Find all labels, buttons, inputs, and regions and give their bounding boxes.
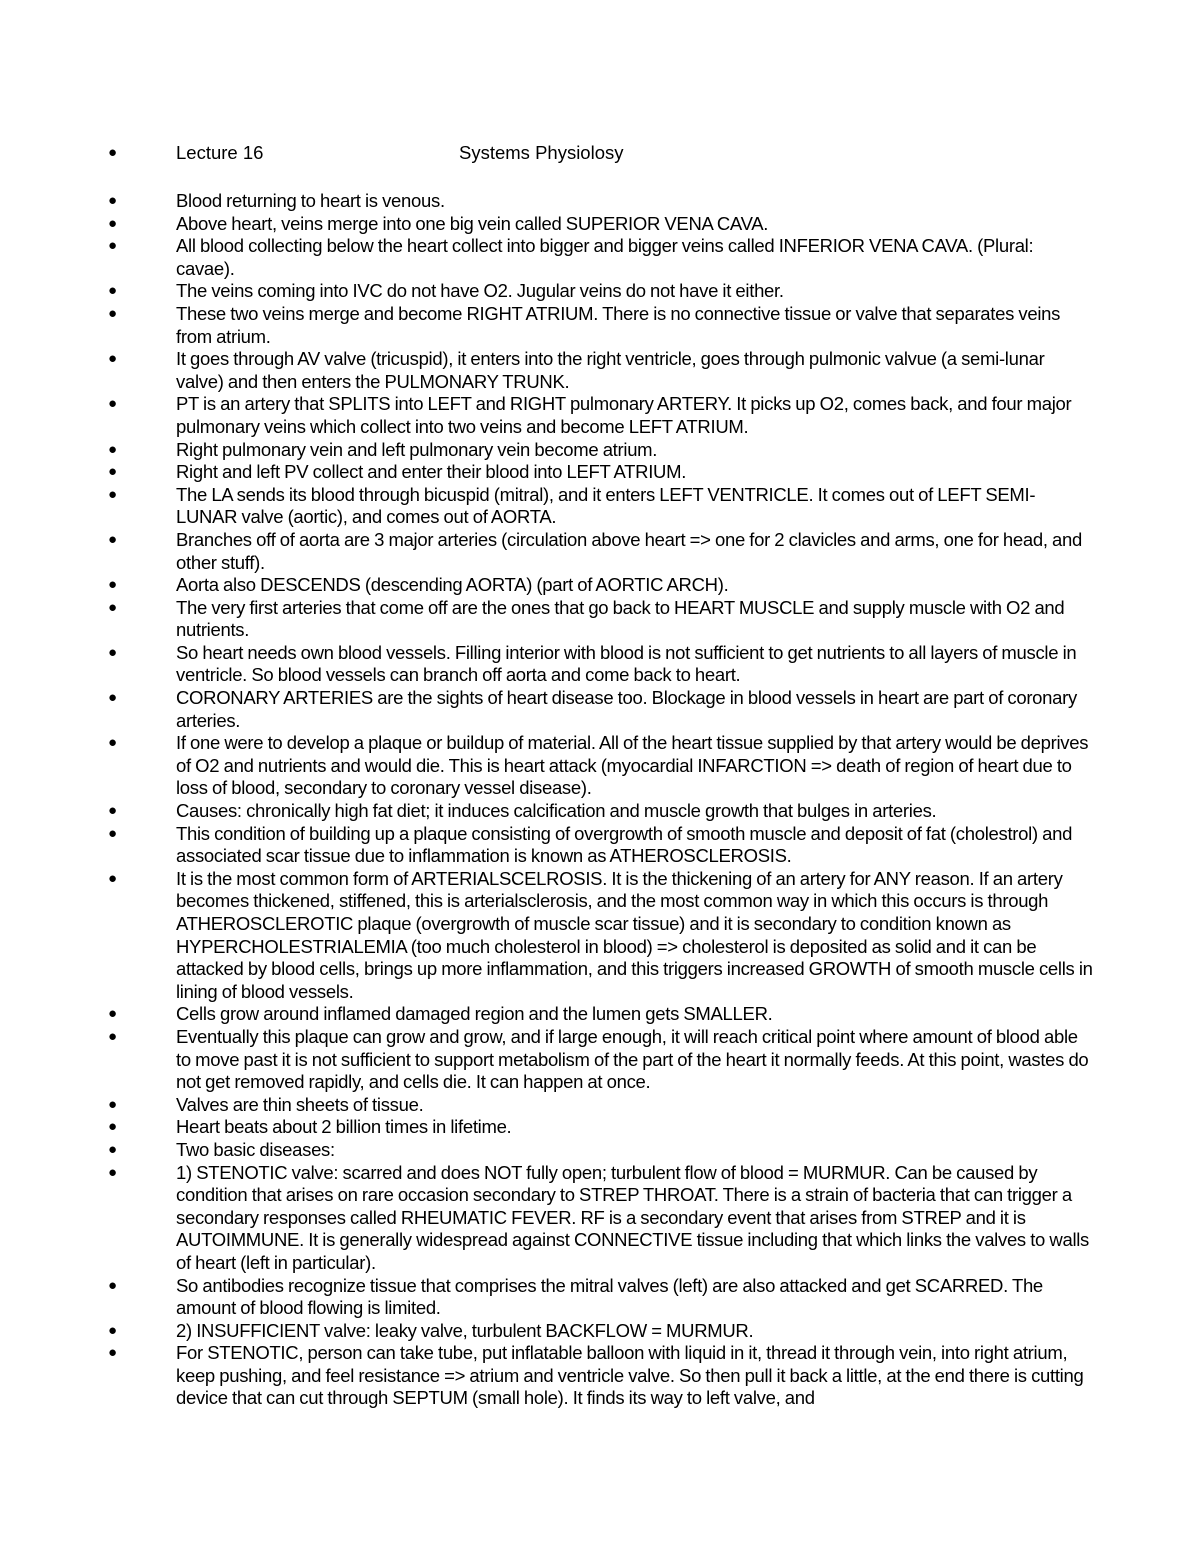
list-item: [0, 529, 1200, 574]
list-item-text: For STENOTIC, person can take tube, put inflatable balloon with liquid in it, thread it through vein, into right atrium, keep pushing, and feel resistance => atrium and ventricle valve. So then pull it back a little, at the end there is cutting device that can cut through SEPTUM (small hole). It finds its way to left valve, and: [176, 1342, 1084, 1409]
lecture-title: Lecture 16: [176, 142, 264, 163]
list-item-text: It goes through AV valve (tricuspid), it enters into the right ventricle, goes through pulmonic valvue (a semi-lunar valve) and then enters the PULMONARY TRUNK.: [176, 348, 1045, 392]
list-item: [0, 484, 1200, 529]
bullet-icon: ●: [108, 689, 117, 707]
list-item-text: Eventually this plaque can grow and grow, and if large enough, it will reach critical point where amount of blood able to move past it is not sufficient to support metabolism of the part of the heart it normally feeds. At this point, wastes do not get removed rapidly, and cells die. It can happen at once.: [176, 1025, 1089, 1093]
list-item-text: Branches off of aorta are 3 major arteries (circulation above heart => one for 2 clavicles and arms, one for head, and other stuff).: [176, 528, 1083, 573]
list-item-text: All blood collecting below the heart collect into bigger and bigger veins called INFERIOR VENA CAVA. (Plural: cavae).: [176, 235, 1034, 279]
list-item-text: So heart needs own blood vessels. Filling interior with blood is not sufficient to get nutrients to all layers of muscle in ventricle. So blood vessels can branch off aorta and come back to heart.: [176, 641, 1077, 686]
list-item-text: CORONARY ARTERIES are the sights of heart disease too. Blockage in blood vessels in heart are part of coronary arteries.: [176, 687, 1077, 731]
list-item: [0, 868, 1200, 1004]
bullet-icon: ●: [108, 1321, 117, 1339]
list-item-text: Above heart, veins merge into one big vein called SUPERIOR VENA CAVA.: [176, 212, 769, 234]
bullet-icon: ●: [108, 1118, 117, 1136]
bullet-icon: ●: [108, 1276, 117, 1294]
bullet-icon: ●: [108, 869, 117, 887]
list-item-text: Valves are thin sheets of tissue.: [176, 1093, 424, 1115]
list-item: [0, 1139, 1200, 1162]
list-item: [0, 1320, 1200, 1343]
list-item-text: 2) INSUFFICIENT valve: leaky valve, turbulent BACKFLOW = MURMUR.: [176, 1319, 754, 1341]
list-item: [0, 1275, 1200, 1320]
course-title: Systems Physiolosy: [459, 142, 624, 163]
list-item: [0, 393, 1200, 438]
list-item: [0, 190, 1200, 213]
document-heading: [0, 140, 1200, 166]
bullet-icon: ●: [108, 214, 117, 232]
bullet-icon: ●: [108, 192, 117, 209]
list-item: [0, 235, 1200, 280]
list-item: [0, 213, 1200, 236]
list-item-text: These two veins merge and become RIGHT ATRIUM. There is no connective tissue or valve that separates veins from atrium.: [176, 302, 1061, 347]
list-item: [0, 687, 1200, 732]
list-item: [0, 439, 1200, 462]
list-item-text: If one were to develop a plaque or buildup of material. All of the heart tissue supplied by that artery would be deprives of O2 and nutrients and would die. This is heart attack (myocardial INFARCTION => death of region of heart due to loss of blood, secondary to coronary vessel disease).: [176, 732, 1089, 799]
bullet-icon: ●: [108, 1095, 117, 1113]
bullet-icon: ●: [108, 144, 118, 161]
list-item-text: Aorta also DESCENDS (descending AORTA) (part of AORTIC ARCH).: [176, 574, 729, 596]
list-item-text: PT is an artery that SPLITS into LEFT and RIGHT pulmonary ARTERY. It picks up O2, comes back, and four major pulmonary veins which collect into two veins and become LEFT ATRIUM.: [176, 393, 1072, 437]
list-item-text: Causes: chronically high fat diet; it induces calcification and muscle growth that bulges in arteries.: [176, 800, 937, 822]
list-item-text: This condition of building up a plaque consisting of overgrowth of smooth muscle and deposit of fat (cholestrol) and associated scar tissue due to inflammation is known as ATHEROSCLEROSIS.: [176, 822, 1073, 867]
bullet-icon: ●: [108, 350, 117, 368]
list-item-text: 1) STENOTIC valve: scarred and does NOT fully open; turbulent flow of blood = MURMUR. Can be caused by condition that arises on rare occasion secondary to STREP THROAT. There is a strain of bacteria that can trigger a secondary responses called RHEUMATIC FEVER. RF is a secondary event that arises from STREP and it is AUTOIMMUNE. It is generally widespread against CONNECTIVE tissue including that which links the valves to walls of heart (left in particular).: [176, 1161, 1090, 1273]
bullet-icon: ●: [108, 485, 117, 503]
bullet-icon: ●: [108, 1027, 117, 1045]
list-item: [0, 1003, 1200, 1026]
bullet-icon: ●: [108, 440, 117, 458]
list-item: [0, 1094, 1200, 1117]
list-item: [0, 1116, 1200, 1139]
list-item: [0, 1162, 1200, 1275]
bullet-icon: ●: [108, 282, 117, 300]
bullet-icon: ●: [108, 734, 117, 752]
list-item: [0, 800, 1200, 823]
list-item: [0, 597, 1200, 642]
bullet-icon: ●: [108, 395, 117, 413]
bullet-icon: ●: [108, 463, 117, 481]
list-item: [0, 1342, 1200, 1410]
list-item-text: Two basic diseases:: [176, 1138, 335, 1160]
list-item-text: Heart beats about 2 billion times in lifetime.: [176, 1116, 512, 1138]
list-item: [0, 574, 1200, 597]
list-item: [0, 280, 1200, 303]
bullet-icon: ●: [108, 1005, 117, 1023]
list-item-text: The veins coming into IVC do not have O2. Jugular veins do not have it either.: [176, 280, 784, 302]
bullet-icon: ●: [108, 643, 117, 661]
bullet-icon: ●: [108, 237, 117, 255]
bullet-icon: ●: [108, 1163, 117, 1181]
list-item: [0, 303, 1200, 348]
list-item-text: It is the most common form of ARTERIALSCELROSIS. It is the thickening of an artery for ANY reason. If an artery becomes thickened, stiffened, this is arterialsclerosis, and the most common way in which this occurs is through ATHEROSCLEROTIC plaque (overgrowth of muscle scar tissue) and it is secondary to condition known as HYPERCHOLESTRIALEMIA (too much cholesterol in blood) => cholesterol is deposited as solid and it can be attacked by blood cells, brings up more inflammation, and this triggers increased GROWTH of smooth muscle cells in lining of blood vessels.: [176, 867, 1093, 1002]
list-item-text: Blood returning to heart is venous.: [176, 190, 445, 211]
list-item-text: The LA sends its blood through bicuspid (mitral), and it enters LEFT VENTRICLE. It comes out of LEFT SEMI-LUNAR valve (aortic), and comes out of AORTA.: [176, 483, 1036, 528]
bullet-icon: ●: [108, 802, 117, 820]
list-item: [0, 823, 1200, 868]
bullet-icon: ●: [108, 598, 117, 616]
bullet-icon: ●: [108, 576, 117, 594]
list-item-text: Right pulmonary vein and left pulmonary vein become atrium.: [176, 438, 658, 460]
bullet-icon: ●: [108, 530, 117, 548]
bullet-icon: ●: [108, 1140, 117, 1158]
list-item-text: Right and left PV collect and enter their blood into LEFT ATRIUM.: [176, 461, 687, 483]
bullet-icon: ●: [108, 1344, 117, 1362]
list-item-text: Cells grow around inflamed damaged region and the lumen gets SMALLER.: [176, 1003, 773, 1025]
list-item: [0, 461, 1200, 484]
list-item: [0, 732, 1200, 800]
list-item: [0, 348, 1200, 393]
list-item: [0, 1026, 1200, 1094]
list-item-text: The very first arteries that come off are the ones that go back to HEART MUSCLE and supply muscle with O2 and nutrients.: [176, 596, 1065, 641]
notes-list: [0, 190, 1200, 1410]
list-item-text: So antibodies recognize tissue that comprises the mitral valves (left) are also attacked and get SCARRED. The amount of blood flowing is limited.: [176, 1274, 1043, 1319]
bullet-icon: ●: [108, 824, 117, 842]
bullet-icon: ●: [108, 304, 117, 322]
list-item: [0, 642, 1200, 687]
